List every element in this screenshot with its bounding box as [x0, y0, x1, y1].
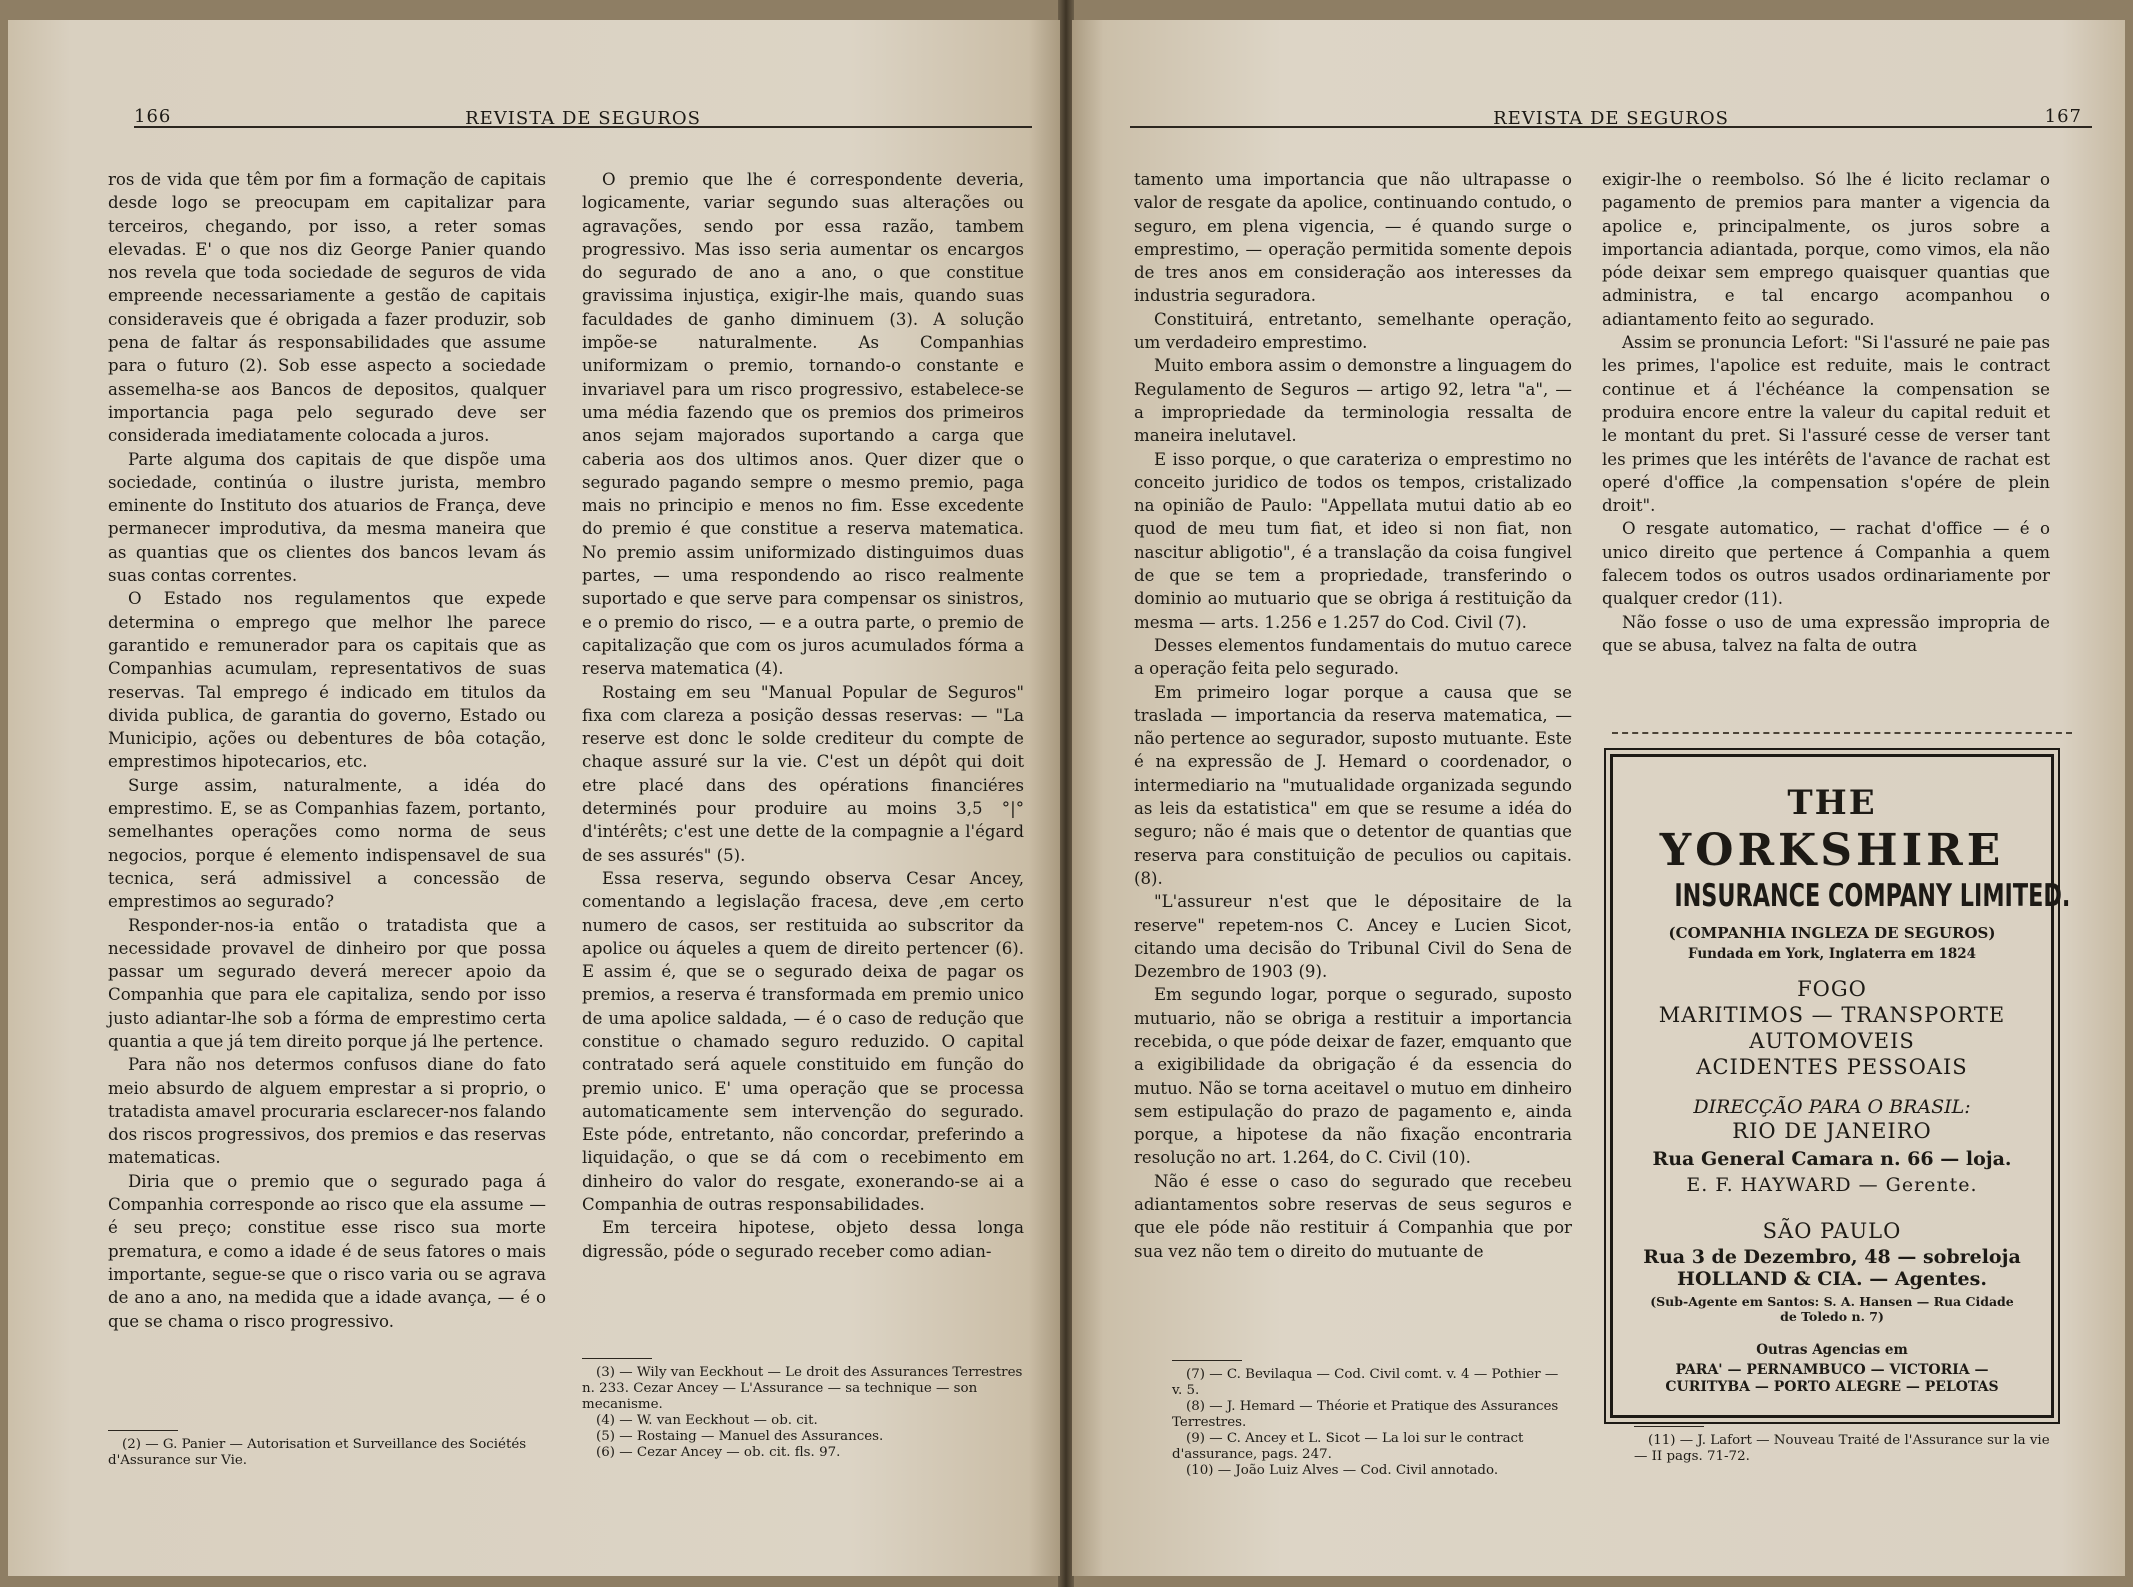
paragraph: Rostaing em seu "Manual Popular de Seguros" fixa com clareza a posição dessas reservas: — "La reserve est donc le solde crediteur du compte de chaque assuré sur la vie. C'est un dépôt qui doit etre placé dans des opérations financiéres determinés pour produire au moins 3,5 °|° d'intérêts; c'est une dette de la compagnie a l'égard de ses assurés" (5).: [582, 682, 1024, 865]
ad-city-rio: RIO DE JANEIRO: [1732, 1119, 1932, 1143]
column-right-2: [1602, 168, 2050, 657]
ad-line: ACIDENTES PESSOAIS: [1696, 1055, 1968, 1079]
paragraph: Em primeiro logar porque a causa que se traslada — importancia da reserva matematica, — não pertence ao segurador, suposto mutuante. Este é na expressão de J. Hemard o coordenador, o intermediario na "mutualidade organizada segundo as leis da estatistica" em que se resume a idéa do seguro; não é mais que o detentor de quantias que reserva para constituição de peculios ou capitais. (8).: [1134, 682, 1572, 888]
paragraph: Constituirá, entretanto, semelhante operação, um verdadeiro emprestimo.: [1134, 309, 1572, 353]
ad-line: MARITIMOS — TRANSPORTE: [1658, 1003, 2006, 1027]
footnote-rule: [1634, 1426, 1704, 1427]
ad-the: THE: [1787, 783, 1877, 823]
footnote: (6) — Cezar Ancey — ob. cit. fls. 97.: [596, 1445, 841, 1460]
paragraph: Em segundo logar, porque o segurado, suposto mutuario, não se obriga a restituir a importancia recebida, o que póde deixar de fazer, emquanto que a exigibilidade da obrigação é da essencia do mutuo. Não se torna aceitavel o mutuo em dinheiro sem estipulação do prazo de pagamento e, ainda porque, a hipotese da não fixação encontraria resolução no art. 1.264, do C. Civil (10).: [1134, 985, 1572, 1168]
paragraph: Surge assim, naturalmente, a idéa do emprestimo. E, se as Companhias fazem, portanto, semelhantes operações como norma de seus negocios, porque é elemento indispensavel de sua tecnica, será admissivel a concessão de emprestimos ao segurado?: [108, 775, 546, 912]
page-number: 167: [2044, 106, 2082, 127]
paragraph: Para não nos determos confusos diane do fato meio absurdo de alguem emprestar a si proprio, o tratadista amavel procuraria esclarecer-nos falando dos riscos progressivos, dos premios e das reservas matematicas.: [108, 1055, 546, 1168]
footnote: (11) — J. Lafort — Nouveau Traité de l'Assurance sur la vie — II pags. 71-72.: [1634, 1433, 2050, 1464]
footnote: (8) — J. Hemard — Théorie et Pratique des Assurances Terrestres.: [1172, 1399, 1559, 1430]
ad-sp-agents: HOLLAND & CIA. — Agentes.: [1677, 1268, 1987, 1290]
left-page: [8, 20, 1060, 1576]
column-right-1: [1134, 168, 1572, 1263]
ad-rio-address: Rua General Camara n. 66 — loja.: [1652, 1148, 2012, 1170]
ad-subtitle: (COMPANHIA INGLEZA DE SEGUROS): [1668, 924, 1996, 942]
footnote: (2) — G. Panier — Autorisation et Surveillance des Sociétés d'Assurance sur Vie.: [108, 1437, 527, 1468]
footnote: (3) — Wily van Eeckhout — Le droit des Assurances Terrestres n. 233. Cezar Ancey — L'Assurance — sa technique — son mecanisme.: [582, 1365, 1023, 1412]
paragraph: O resgate automatico, — rachat d'office — é o unico direito que pertence á Companhia a quem falecem todos os outros usados ordinariamente por qualquer credor (11).: [1602, 519, 2050, 609]
paragraph: Assim se pronuncia Lefort: "Si l'assuré ne paie pas les primes, l'apolice est reduite, mais le contract continue et á l'échéance la compensation se produira encore entre la valeur du capital reduit et le montant du pret. Si l'assuré cesse de verser tant les primes que les intérêts de l'avance de rachat est operé d'office ,la compensation s'opére de plein droit".: [1602, 333, 2050, 516]
right-page: [1072, 20, 2125, 1576]
ad-company-name: YORKSHIRE: [1659, 825, 2005, 876]
yorkshire-advertisement: [1610, 754, 2071, 1418]
paragraph: O premio que lhe é correspondente deveria, logicamente, variar segundo suas alterações ou agravações, sendo por essa razão, tambem progressivo. Mas isso seria aumentar os encargos do segurado de ano a ano, o que constitue gravissima injustiça, exigir-lhe mais, quando suas faculdades de ganho diminuem (3). A solução impõe-se naturalmente. As Companhias uniformizam o premio, tornando-o constante e invariavel para um risco progressivo, estabelece-se uma média fazendo que os premios dos primeiros anos sejam majorados suportando a carga que caberia aos dos ultimos anos. Quer dizer que o segurado pagando sempre o mesmo premio, paga mais no principio e menos no fim. Esse excedente do premio é que constitue a reserva matematica. No premio assim uniformizado distinguimos duas partes, — uma respondendo ao risco realmente suportado e que serve para compensar os sinistros, e o premio do risco, — e a outra parte, o premio de capitalização que com os juros acumulados fórma a reserva matematica (4).: [582, 170, 1024, 679]
footnotes-right-2: [1634, 1426, 2052, 1465]
paragraph: Não fosse o uso de uma expressão impropria de que se abusa, talvez na falta de outra: [1602, 612, 2050, 655]
ad-rio-manager: E. F. HAYWARD — Gerente.: [1686, 1174, 1978, 1196]
footnote: (7) — C. Bevilaqua — Cod. Civil comt. v. 4 — Pothier — v. 5.: [1172, 1367, 1559, 1398]
paragraph: Responder-nos-ia então o tratadista que a necessidade provavel de dinheiro por que possa passar um segurado deverá merecer apoio da Companhia que para ele capitaliza, sendo por isso justo adiantar-lhe sob a fórma de emprestimo certa quantia a que já tem direito porque já lhe pertence.: [108, 915, 546, 1051]
paragraph: exigir-lhe o reembolso. Só lhe é licito reclamar o pagamento de premios para manter a vigencia da apolice e, principalmente, os juros sobre a importancia adiantada, porque, como vimos, ela não póde deixar sem emprego quaisquer quantias que administra, e tal encargo acompanhou o adiantamento feito ao segurado.: [1602, 170, 2050, 329]
running-title: REVISTA DE SEGUROS: [465, 108, 701, 129]
paragraph: ros de vida que têm por fim a formação de capitais desde logo se preocupam em capitalizar para terceiros, chegando, por isso, a reter somas elevadas. E' o que nos diz George Panier quando nos revela que toda sociedade de seguros de vida empreende necessariamente a gestão de capitais consideraveis que é obrigada a fazer produzir, sob pena de faltar ás responsabilidades que assume para o futuro (2). Sob esse aspecto a sociedade assemelha-se aos Bancos de depositos, qualquer importancia paga pelo segurado deve ser considerada imediatamente colocada a juros.: [108, 170, 546, 446]
ad-insurance-line: INSURANCE COMPANY LIMITED.: [1674, 878, 2071, 914]
footnotes-left-2: [582, 1358, 1024, 1461]
paragraph: tamento uma importancia que não ultrapasse o valor de resgate da apolice, continuando contudo, o seguro, em plena vigencia, — é quando surge o emprestimo, — operação permitida somente depois de tres anos em consideração aos interesses da industria seguradora.: [1134, 170, 1572, 306]
paragraph: "L'assureur n'est que le dépositaire de la reserve" repetem-nos C. Ancey e Lucien Sicot, citando uma decisão do Tribunal Civil do Sena de Dezembro de 1903 (9).: [1134, 892, 1572, 982]
column-left-2: [582, 168, 1024, 1263]
ad-santos-agent: (Sub-Agente em Santos: S. A. Hansen — Rua Cidade de Toledo n. 7): [1650, 1294, 2014, 1324]
ad-line: AUTOMOVEIS: [1749, 1029, 1915, 1053]
ad-founded: Fundada em York, Inglaterra em 1824: [1687, 946, 1977, 962]
page-header: [1130, 86, 2092, 128]
paragraph: Em terceira hipotese, objeto dessa longa digressão, póde o segurado receber como adian-: [582, 1218, 1024, 1261]
ad-sp-address: Rua 3 de Dezembro, 48 — sobreloja: [1643, 1246, 2021, 1268]
footnote: (4) — W. van Eeckhout — ob. cit.: [596, 1413, 818, 1428]
page-header: [134, 86, 1032, 128]
separator-rule: [1612, 732, 2072, 734]
paragraph: O Estado nos regulamentos que expede determina o emprego que melhor lhe parece garantido e remunerador para os capitais que as Companhias acumulam, representativos de suas reservas. Tal emprego é indicado em titulos da divida publica, de garantia do governo, Estado ou Municipio, ações ou debentures de bôa cotação, emprestimos hipotecarios, etc.: [108, 589, 546, 772]
paragraph: Essa reserva, segundo observa Cesar Ancey, comentando a legislação fracesa, deve ,em certo numero de casos, ser restituida ao subscritor da apolice ou áqueles a quem de direito pertencer (6). E assim é, que se o segurado deixa de pagar os premios, a reserva é transformada em premio unico de uma apolice saldada, — é o caso de redução que constitue o chamado seguro reduzido. O capital contratado será aquele constituido em função do premio unico. E' uma operação que se processa automaticamente sem intervenção do segurado. Este póde, entretanto, não concordar, preferindo a liquidação, o que se dá com o recebimento em dinheiro do valor do resgate, exonerando-se ai a Companhia de outras responsabilidades.: [582, 868, 1024, 1215]
paragraph: E isso porque, o que carateriza o emprestimo no conceito juridico de todos os tempos, cristalizado na opinião de Paulo: "Appellata mutui datio ab eo quod de meu tum fiat, et ideo si non fiat, non nascitur abligotio", é a translação da coisa fungivel de que se tem a propriedade, transferindo o dominio ao mutuario que se obriga á restituição da mesma — arts. 1.256 e 1.257 do Cod. Civil (7).: [1134, 449, 1572, 632]
footnote-rule: [582, 1358, 652, 1359]
ad-line: FOGO: [1797, 977, 1867, 1001]
footnote: (9) — C. Ancey et L. Sicot — La loi sur le contract d'assurance, pags. 247.: [1172, 1431, 1524, 1462]
footnote-rule: [108, 1430, 178, 1431]
paragraph: Muito embora assim o demonstre a linguagem do Regulamento de Seguros — artigo 92, letra "a", — a impropriedade da terminologia ressalta de maneira inelutavel.: [1134, 356, 1572, 446]
ad-other-agencies: Outras Agencias em: [1756, 1342, 1908, 1358]
ad-city-sp: SÃO PAULO: [1762, 1219, 1902, 1243]
ad-cities: PARA' — PERNAMBUCO — VICTORIA — CURITYBA — PORTO ALEGRE — PELOTAS: [1665, 1362, 1999, 1395]
ad-direction: DIRECÇÃO PARA O BRASIL:: [1693, 1096, 1971, 1118]
paragraph: Não é esse o caso do segurado que recebeu adiantamentos sobre reservas de seus seguros e que ele póde não restituir á Companhia que por sua vez não tem o direito do mutuante de: [1134, 1171, 1572, 1261]
running-title: REVISTA DE SEGUROS: [1493, 108, 1729, 129]
footnotes-right-1: [1172, 1360, 1572, 1479]
footnote-rule: [1172, 1360, 1242, 1361]
column-left-1: [108, 168, 546, 1333]
footnote: (10) — João Luiz Alves — Cod. Civil annotado.: [1186, 1463, 1499, 1478]
footnotes-left-1: [108, 1430, 546, 1469]
page-number: 166: [134, 106, 172, 127]
footnote: (5) — Rostaing — Manuel des Assurances.: [596, 1429, 884, 1444]
paragraph: Parte alguma dos capitais de que dispõe uma sociedade, continúa o ilustre jurista, membro eminente do Instituto dos atuarios de França, deve permanecer improdutiva, da mesma maneira que as quantias que os clientes dos bancos levam ás suas contas correntes.: [108, 449, 546, 586]
paragraph: Desses elementos fundamentais do mutuo carece a operação feita pelo segurado.: [1134, 635, 1572, 679]
paragraph: Diria que o premio que o segurado paga á Companhia corresponde ao risco que ela assume — é seu preço; constitue esse risco sua morte prematura, e como a idade é de seus fatores o mais importante, segue-se que o risco varia ou se agrava de ano a ano, na medida que a idade avança, — é o que se chama o risco progressivo.: [108, 1171, 546, 1331]
